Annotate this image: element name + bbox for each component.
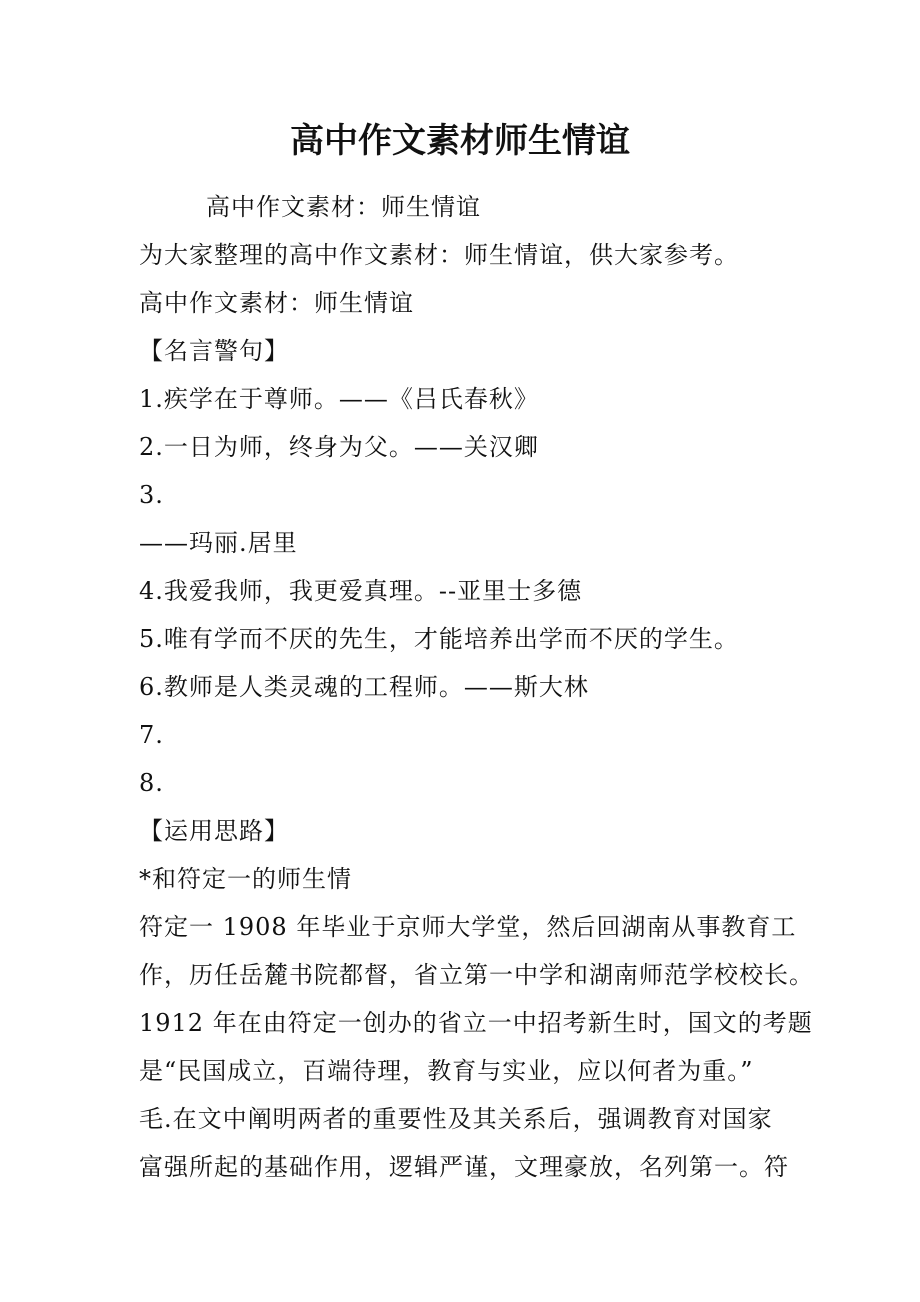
quote-line-2: 2.一日为师，终身为父。——关汉卿 xyxy=(139,433,539,461)
quote-line-3-source: ——玛丽.居里 xyxy=(139,529,298,557)
heading-line: 高中作文素材：师生情谊 xyxy=(139,289,414,317)
document-title: 高中作文素材师生情谊 xyxy=(290,121,630,161)
quote-line-5: 5.唯有学而不厌的先生，才能培养出学而不厌的学生。 xyxy=(139,625,739,653)
intro-line: 为大家整理的高中作文素材：师生情谊，供大家参考。 xyxy=(139,241,739,269)
story-line-3: 1912 年在由符定一创办的省立一中招考新生时，国文的考题 xyxy=(139,1009,813,1037)
quote-line-8: 8. xyxy=(139,769,164,797)
story-line-5: 毛.在文中阐明两者的重要性及其关系后，强调教育对国家 xyxy=(139,1105,773,1133)
quote-line-1: 1.疾学在于尊师。——《吕氏春秋》 xyxy=(139,385,539,413)
subtitle-line: 高中作文素材：师生情谊 xyxy=(206,193,481,221)
quote-line-4: 4.我爱我师，我更爱真理。--亚里士多德 xyxy=(139,577,583,605)
story-line-6: 富强所起的基础作用，逻辑严谨，文理豪放，名列第一。符 xyxy=(139,1153,789,1181)
story-paragraph xyxy=(139,903,814,1191)
section-heading-quotes: 【名言警句】 xyxy=(139,337,289,365)
quote-line-3: 3. xyxy=(139,481,164,509)
quote-line-6: 6.教师是人类灵魂的工程师。——斯大林 xyxy=(139,673,589,701)
story-line-4: 是“民国成立，百端待理，教育与实业，应以何者为重。” xyxy=(139,1057,754,1085)
story-title: *和符定一的师生情 xyxy=(139,865,352,893)
quote-line-7: 7. xyxy=(139,721,164,749)
story-line-1: 符定一 1908 年毕业于京师大学堂，然后回湖南从事教育工 xyxy=(139,913,797,941)
section-heading-usage: 【运用思路】 xyxy=(139,817,289,845)
story-line-2: 作，历任岳麓书院都督，省立第一中学和湖南师范学校校长。 xyxy=(139,961,814,989)
